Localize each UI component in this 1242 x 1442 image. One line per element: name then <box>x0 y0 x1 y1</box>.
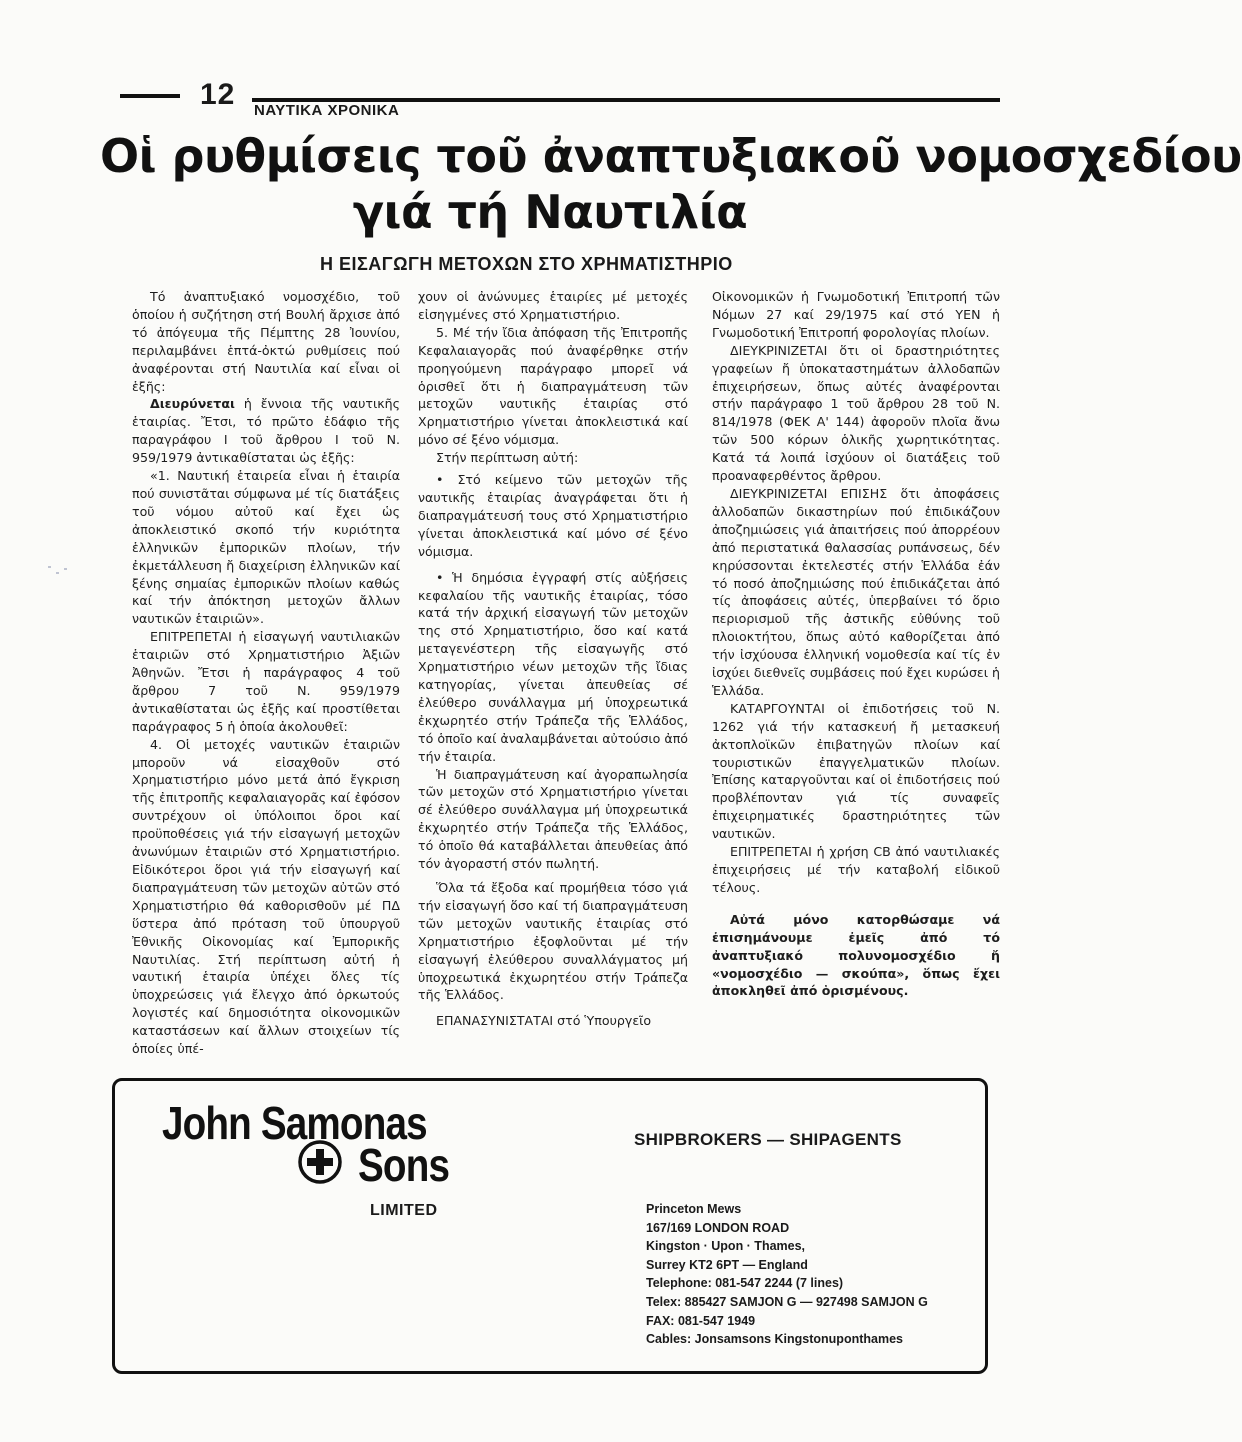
paragraph: Στήν περίπτωση αὐτή: <box>436 450 579 466</box>
advert-services: SHIPBROKERS — SHIPAGENTS <box>634 1130 902 1149</box>
paragraph: χουν οἱ ἀνώνυμες ἑταιρίες μέ μετοχές εἰσηγμένες στό Χρηματιστήριο. <box>418 289 688 322</box>
paragraph: ΕΠΙΤΡΕΠΕΤΑΙ ἡ εἰσαγωγή ναυτιλιακῶν ἑταιριῶν στό Χρηματιστήριο Ἀξιῶν Ἀθηνῶν. Ἔτσι ἡ παράγραφος 4 τοῦ ἄρθρου 7 τοῦ Ν. 959/1979 ἀντικαθίσταται ὡς ἑξῆς καί προστίθεται παράγραφος 5 ἡ ὁποία ἀκολουθεῖ: <box>132 629 400 734</box>
paragraph: ΔΙΕΥΚΡΙΝΙΖΕΤΑΙ ὅτι οἱ δραστηριότητες γραφείων ἤ ὑποκαταστημάτων ἀλλοδαπῶν ἐπιχειρήσεων, ὅπως αὐτές ἀναφέρονται στήν παράγραφο 1 τοῦ ἄρθρου 28 τοῦ Ν. 814/1978 (ΦΕΚ Α' 144) ἀφοροῦν πλοῖα ἄνω τῶν 500 κόρων ὁλικῆς χωρητικότητας. Κατά τά λοιπά ἰσχύουν οἱ διατάξεις τοῦ προαναφερθέντος ἄρθρου. <box>712 342 1000 484</box>
magazine-name: ΝΑΥΤΙΚΑ ΧΡΟΝΙΚΑ <box>254 102 400 119</box>
paragraph: ΕΠΑΝΑΣΥΝΙΣΤΑΤΑΙ στό Ὑπουργεῖο <box>436 1013 652 1029</box>
print-speck <box>48 566 51 568</box>
paragraph: «1. Ναυτική ἑταιρεία εἶναι ἡ ἑταιρία πού συνιστᾶται σύμφωνα μέ τίς διατάξεις τοῦ νόμου αὐτοῦ καί ἔχει ὡς ἀποκλειστικό σκοπό τήν κυριότητα ἑλληνικῶν ἐμπορικῶν πλοίων, τήν ἐκμετάλλευση ἤ διαχείριση ἑλληνικῶν καί ξένης σημαίας ἐμπορικῶν πλοίων καθώς καί τήν ἀπόκτηση μετοχῶν ἄλλων ναυτικῶν ἑταιριῶν». <box>132 468 400 627</box>
article-subheading: Η ΕΙΣΑΓΩΓΗ ΜΕΤΟΧΩΝ ΣΤΟ ΧΡΗΜΑΤΙΣΤΗΡΙΟ <box>320 254 733 274</box>
paragraph-text: ἡ ἔννοια τῆς ναυτικῆς ἑταιρίας. Ἔτσι, τό πρῶτο ἐδάφιο τῆς παραγράφου Ι τοῦ ἄρθρου Ι τοῦ Ν. 959/1979 ἀντικαθίσταται ὡς ἑξῆς: <box>132 396 400 466</box>
telex-line: Telex: 885427 SAMJON G — 927498 SAMJON G <box>646 1294 928 1309</box>
address-line: Surrey KT2 6PT — England <box>646 1257 808 1272</box>
advert-company-name-sons: Sons <box>358 1139 450 1191</box>
paragraph: Οἰκονομικῶν ἡ Γνωμοδοτική Ἐπιτροπή τῶν Νόμων 27 καί 29/1975 καί στό ΥΕΝ ἡ Γνωμοδοτική Ἐπιτροπή φορολογίας πλοίων. <box>712 289 1000 340</box>
paragraph: Ὅλα τά ἔξοδα καί προμήθεια τόσο γιά τήν εἰσαγωγή ὅσο καί τή διαπραγμάτευση τῶν μετοχῶν ναυτικῆς ἑταιρίας στό Χρηματιστήριο ἐξοφλοῦνται μέ τήν εἰσαγωγή ἐλεύθερου συναλλάγματος μή ὑποχρεωτικά ἐκχωρητέου στήν Τράπεζα τῆς Ἑλλάδος. <box>418 880 688 1003</box>
page-number: 12 <box>200 78 236 111</box>
paragraph: Ἡ διαπραγμάτευση καί ἀγοραπωλησία τῶν μετοχῶν στό Χρηματιστήριο γίνεται σέ ἐλεύθερο συνάλλαγμα μή ὑποχρεωτικά ἐκχωρητέο στήν Τράπεζα τῆς Ἑλλάδος, τό ὁποῖο θά καταβάλλεται ἀπευθείας ἀπό τόν ἀγοραστή στόν πωλητή. <box>418 766 688 872</box>
header-rule-left <box>120 94 180 98</box>
red-cross-icon <box>298 1140 342 1184</box>
paragraph: ΚΑΤΑΡΓΟΥΝΤΑΙ οἱ ἐπιδοτήσεις τοῦ Ν. 1262 γιά τήν κατασκευή ἤ μετασκευή ἀκτοπλοϊκῶν ἐπιβατηγῶν πλοίων καί τουριστικῶν ἐπαγγελματικῶν πλοίων. Ἐπίσης καταργοῦνται καί οἱ ἐπιδοτήσεις πού προβλέπονταν γιά τίς συναφεῖς ἐπιχειρηματικές δραστηριότητες τῶν ναυτικῶν. <box>712 700 1000 842</box>
headline-line-1: Οἱ ρυθμίσεις τοῦ ἀναπτυξιακοῦ νομοσχεδίου <box>100 129 1242 183</box>
telephone-line: Telephone: 081-547 2244 (7 lines) <box>646 1276 844 1291</box>
cables-line: Cables: Jonsamsons Kingstonuponthames <box>646 1332 903 1347</box>
article-headline <box>100 128 1242 240</box>
article-column-1 <box>132 288 400 1058</box>
advert-company-name: John Samonas <box>162 1097 427 1149</box>
article-column-2 <box>418 288 688 1030</box>
paragraph: • Ἡ δημόσια ἐγγραφή στίς αὐξήσεις κεφαλαίου τῆς ναυτικῆς ἑταιρίας, τόσο κατά τήν ἀρχική εἰσαγωγή τῶν μετοχῶν της στό Χρηματιστήριο, ὅσο καί κατά μεταγενέστερη τῆς εἰσαγωγῆς στό Χρηματιστήριο νέων μετοχῶν τῆς ἴδιας κατηγορίας, γίνεται ἀπευθείας σέ ἐλεύθερο συνάλλαγμα μή ὑποχρεωτικά ἐκχωρητέο στήν Τράπεζα τῆς Ἑλλάδος, τό ὁποῖο καί ἀναλαμβάνεται αὐτούσιο ἀπό τήν ἑταιρία. <box>418 569 688 764</box>
paragraph: ΕΠΙΤΡΕΠΕΤΑΙ ἡ χρήση CB ἀπό ναυτιλιακές ἐπιχειρήσεις μέ τήν καταβολή εἰδικοῦ τέλους. <box>712 844 1000 895</box>
headline-line-2: γιά τή Ναυτιλία <box>352 185 748 239</box>
address-line: 167/169 LONDON ROAD <box>646 1220 790 1235</box>
lead-word: Διευρύνεται <box>150 396 235 412</box>
paragraph: 4. Οἱ μετοχές ναυτικῶν ἑταιριῶν μποροῦν νά εἰσαχθοῦν στό Χρηματιστήριο μόνο μετά ἀπό ἔγκριση τῆς ἐπιτροπῆς κεφαλαιαγορᾶς καί ἐφόσον συντρέχουν οἱ ὑπόλοιποι ὅροι καί προϋποθέσεις γιά τήν εἰσαγωγή μετοχῶν ἀνωνύμων ἑταιριῶν στό Χρηματιστήριο. Εἰδικότεροι ὅροι γιά τήν εἰσαγωγή καί διαπραγμάτευση τῶν μετοχῶν αὐτῶν στό Χρηματιστήριο θά καθορισθοῦν μέ ΠΔ ὕστερα ἀπό πρόταση τοῦ ὑπουργοῦ Ἐθνικῆς Οἰκονομίας καί Ἐμπορικῆς Ναυτιλίας. Στή περίπτωση αὐτή ἡ ναυτική ἑταιρία ὑπέχει ὅλες τίς ὑποχρεώσεις γιά ἔλεγχο ἀπό ὁρκωτούς λογιστές καί δημοσιότητα οἰκονομικῶν καταστάσεων καί ἄλλων στοιχείων τίς ὁποίες ὑπέ- <box>132 736 400 1057</box>
advert-contact-block <box>646 1200 928 1349</box>
paragraph <box>132 395 400 467</box>
closing-paragraph: Αὐτά μόνο κατορθώσαμε νά ἐπισημάνουμε ἐμεῖς ἀπό τό ἀναπτυξιακό πολυνομοσχέδιο ἤ «νομοσχέδιο — σκούπα», ὅπως ἔχει ἀποκληθεῖ ἀπό ὁρισμένους. <box>712 911 1000 999</box>
paragraph: ΔΙΕΥΚΡΙΝΙΖΕΤΑΙ ΕΠΙΣΗΣ ὅτι ἀποφάσεις ἀλλοδαπῶν δικαστηρίων πού ἐπιδικάζουν ἀποζημιώσεις γιά ἀπαιτήσεις πού ἀπορρέουν ἀπό περιστατικά θαλασσίας ρυπάνσεως, δέν κηρύσσονται ἐκτελεστές στήν Ἑλλάδα ἐάν τό ποσό ἀποζημιώσης πού ἐπιδικάζεται ἀπό τίς ἀποφάσεις αὐτές, ὑπερβαίνει τό ὅριο περιορισμοῦ τῆς ἀστικῆς εὐθύνης τοῦ πλοιοκτήτου, ὅπως αὐτό καθορίζεται ἀπό τήν ἰσχύουσα ἑλληνική νομοθεσία καί τίς ἐν ἰσχύει διεθνεῖς συμβάσεις πού ἔχει κυρώσει ἡ Ἑλλάδα. <box>712 485 1000 698</box>
article-column-3 <box>712 288 1000 1000</box>
advert-limited: LIMITED <box>370 1202 438 1219</box>
address-line: Princeton Mews <box>646 1202 742 1216</box>
print-speck <box>64 568 67 570</box>
print-speck <box>56 572 59 574</box>
paragraph: Τό ἀναπτυξιακό νομοσχέδιο, τοῦ ὁποίου ἡ συζήτηση στή Βουλή ἄρχισε ἀπό τό ἀπόγευμα τῆς Πέμπτης 28 Ἰουνίου, περιλαμβάνει ἑπτά-ὀκτώ ρυθμίσεις πού ἀναφέρονται στή Ναυτιλία καί εἶναι οἱ ἑξῆς: <box>132 289 400 394</box>
fax-line: FAX: 081-547 1949 <box>646 1313 756 1328</box>
paragraph: • Στό κείμενο τῶν μετοχῶν τῆς ναυτικῆς ἑταιρίας ἀναγράφεται ὅτι ἡ διαπραγμάτευσή τους στό Χρηματιστήριο γίνεται ἀποκλειστικά καί μόνο σέ ξένο νόμισμα. <box>418 472 688 559</box>
address-line: Kingston · Upon · Thames, <box>646 1239 806 1254</box>
paragraph: 5. Μέ τήν ἴδια ἀπόφαση τῆς Ἐπιτροπῆς Κεφαλαιαγορᾶς πού ἀναφέρθηκε στήν προηγούμενη παράγραφο μπορεῖ νά ὁρισθεῖ ὅτι ἡ διαπραγμάτευση τῶν μετοχῶν ναυτικῆς ἑταιρίας στό Χρηματιστήριο γίνεται ἀποκλειστικά καί μόνο σέ ξένο νόμισμα. <box>418 324 688 448</box>
